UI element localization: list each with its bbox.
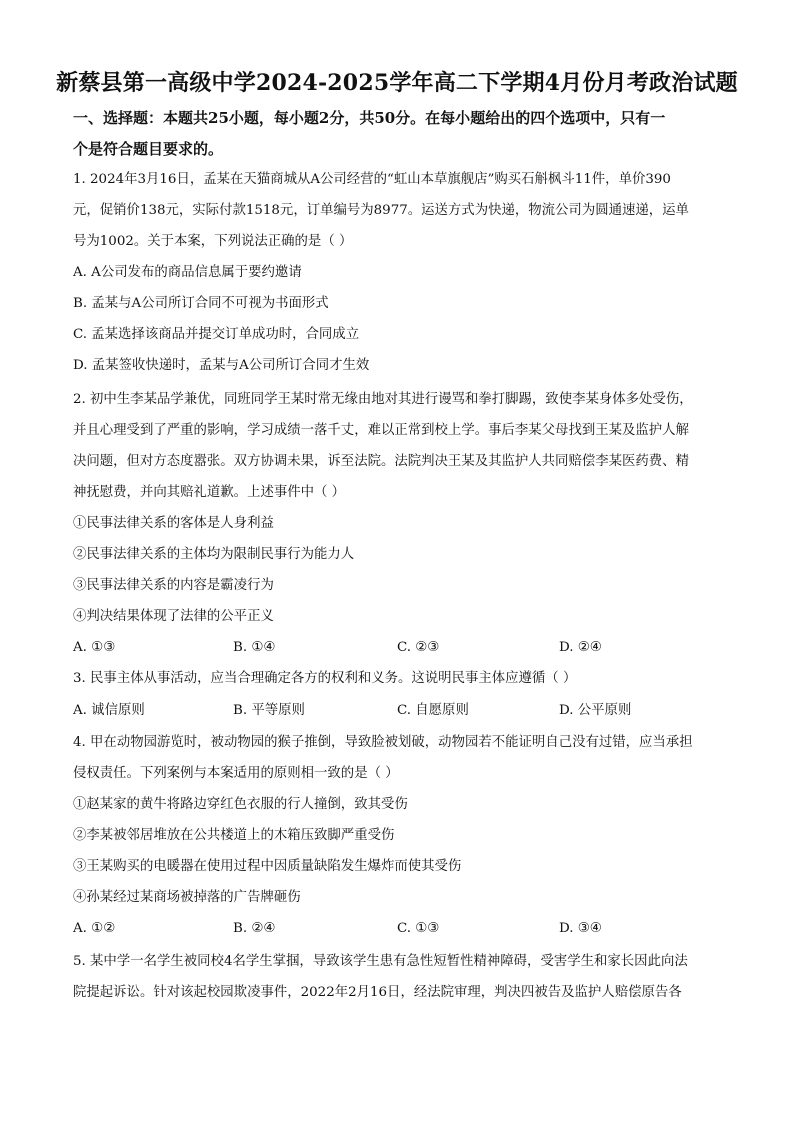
question-stem-line: 4. 甲在动物园游览时，被动物园的猴子推倒，导致脸被划破，动物园若不能证明自己没有过错，应当承担: [73, 735, 693, 750]
statement-item: ①赵某家的黄牛将路边穿红色衣服的行人撞倒，致其受伤: [73, 797, 408, 812]
question-stem-line: 号为1002。关于本案，下列说法正确的是（ ）: [73, 234, 353, 249]
statement-item: ③民事法律关系的内容是霸凌行为: [73, 578, 274, 593]
choice-d: D. ②④: [559, 640, 602, 655]
section-heading-line-1: 一、选择题：本题共25小题，每小题2分，共50分。在每小题给出的四个选项中，只有一: [73, 109, 666, 127]
question-stem-line: 并且心理受到了严重的影响，学习成绩一落千丈，难以正常到校上学。事后李某父母找到王某及监护人解: [73, 423, 689, 438]
choice-d: D. 公平原则: [559, 703, 632, 718]
statement-item: ③王某购买的电暖器在使用过程中因质量缺陷发生爆炸而使其受伤: [73, 859, 462, 874]
choice-b: B. ①④: [233, 640, 276, 655]
choice-a: A. ①③: [73, 640, 116, 655]
section-heading-line-2: 个是符合题目要求的。: [73, 140, 224, 158]
statement-item: ②李某被邻居堆放在公共楼道上的木箱压致脚严重受伤: [73, 828, 395, 843]
choice-b: B. ②④: [233, 921, 276, 936]
question-stem-line: 神抚慰费，并向其赔礼道歉。上述事件中（ ）: [73, 485, 346, 500]
choice-c: C. ②③: [397, 640, 440, 655]
option-c: C. 孟某选择该商品并提交订单成功时，合同成立: [73, 327, 360, 342]
option-a: A. A公司发布的商品信息属于要约邀请: [73, 265, 302, 280]
choice-d: D. ③④: [559, 921, 602, 936]
question-stem-line: 决问题，但对方态度嚣张。双方协调未果，诉至法院。法院判决王某及其监护人共同赔偿李某医药费、精: [73, 454, 689, 469]
option-b: B. 孟某与A公司所订合同不可视为书面形式: [73, 296, 329, 311]
statement-item: ④判决结果体现了法律的公平正义: [73, 609, 274, 624]
page-title: 新蔡县第一高级中学2024-2025学年高二下学期4月份月考政治试题: [56, 70, 738, 96]
question-stem-line: 2. 初中生李某品学兼优，同班同学王某时常无缘由地对其进行谩骂和拳打脚踢，致使李某身体多处受伤，: [73, 392, 693, 407]
choice-a: A. ①②: [73, 921, 116, 936]
question-stem-line: 5. 某中学一名学生被同校4名学生掌掴，导致该学生患有急性短暂性精神障碍，受害学生和家长因此向法: [73, 954, 688, 969]
option-d: D. 孟某签收快递时，孟某与A公司所订合同才生效: [73, 358, 370, 373]
choice-b: B. 平等原则: [233, 703, 305, 718]
question-stem-line: 侵权责任。下列案例与本案适用的原则相一致的是（ ）: [73, 766, 399, 781]
question-stem-line: 院提起诉讼。针对该起校园欺凌事件，2022年2月16日，经法院审理，判决四被告及监护人赔偿原告各: [73, 985, 682, 1000]
statement-item: ④孙某经过某商场被掉落的广告牌砸伤: [73, 890, 301, 905]
question-stem-line: 3. 民事主体从事活动，应当合理确定各方的权利和义务。这说明民事主体应遵循（ ）: [73, 671, 577, 686]
choice-c: C. ①③: [397, 921, 440, 936]
choice-a: A. 诚信原则: [73, 703, 145, 718]
question-stem-line: 元，促销价138元，实际付款1518元，订单编号为8977。运送方式为快递，物流公司为圆通速递，运单: [73, 203, 689, 218]
statement-item: ②民事法律关系的主体均为限制民事行为能力人: [73, 547, 355, 562]
statement-item: ①民事法律关系的客体是人身利益: [73, 516, 274, 531]
choice-c: C. 自愿原则: [397, 703, 469, 718]
question-stem-line: 1. 2024年3月16日，孟某在天猫商城从A公司经营的“虹山本草旗舰店”购买石斛枫斗11件，单价390: [73, 172, 671, 187]
